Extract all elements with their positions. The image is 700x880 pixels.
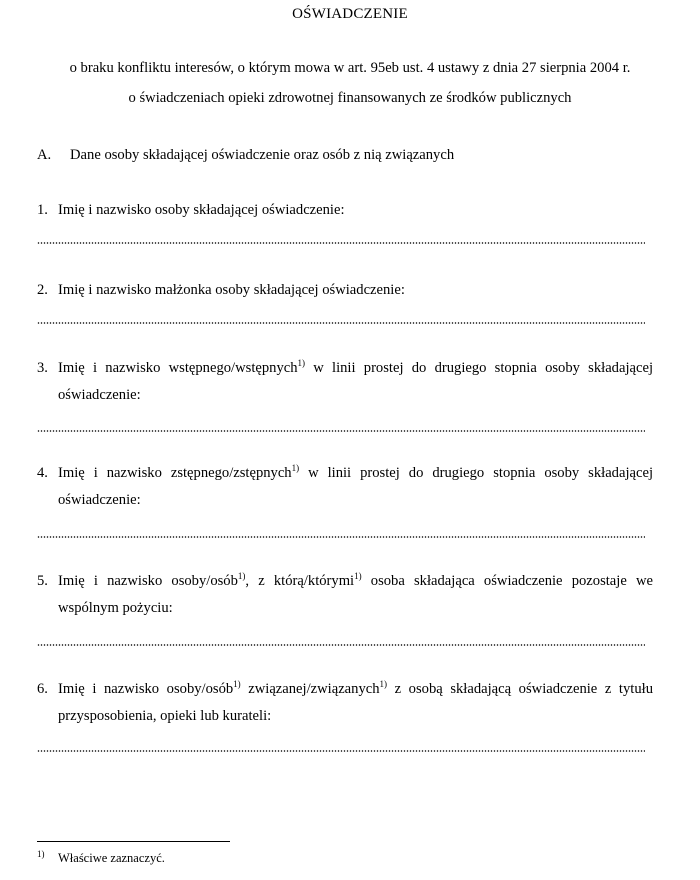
document-subtitle-line1: o braku konfliktu interesów, o którym mowa w art. 95eb ust. 4 ustawy z dnia 27 sierpnia 2004 r. (69, 60, 631, 76)
footnote-ref: 1) (291, 463, 300, 474)
question-number: 5. (37, 573, 48, 589)
footnote-ref: 1) (297, 358, 306, 369)
footnote-ref: 1) (233, 679, 241, 690)
question-number: 4. (37, 465, 48, 481)
question-text: Imię i nazwisko zstępnego/zstępnych$^{1)}$ w linii prostej do drugiego stopnia osoby składającej oświadczenie: (58, 463, 654, 508)
question-text: Imię i nazwisko osoby składającej oświadczenie: (58, 202, 345, 218)
footnote-ref: 1) (354, 571, 362, 582)
question-4 (37, 460, 653, 514)
answer-line-1[interactable] (37, 242, 645, 244)
question-text: Imię i nazwisko osoby/osób$^{1)}$, z którą/którymi$^{1)}$ osoba składająca oświadczenie pozostaje we wspólnym pożyciu: (58, 571, 653, 616)
question-1 (37, 197, 653, 224)
footnote-mark: 1) (37, 849, 45, 859)
document-title: OŚWIADCZENIE (292, 6, 408, 22)
answer-line-6[interactable] (37, 750, 645, 752)
section-heading-text: Dane osoby składającej oświadczenie oraz osób z nią związanych (70, 147, 455, 163)
question-number: 1. (37, 202, 48, 218)
question-text: Imię i nazwisko małżonka osoby składającej oświadczenie: (58, 282, 405, 298)
answer-line-2[interactable] (37, 322, 645, 324)
answer-line-5[interactable] (37, 644, 645, 646)
question-2 (37, 277, 653, 304)
section-letter: A. (37, 147, 52, 163)
answer-line-3[interactable] (37, 430, 645, 432)
question-text: Imię i nazwisko osoby/osób$^{1)}$ związanej/związanych$^{1)}$ z osobą składającą oświadczenie z tytułu przysposobienia, opieki lub kurateli: (58, 679, 653, 724)
question-number: 2. (37, 282, 48, 298)
section-a-heading (37, 147, 454, 164)
footnote-text: Właściwe zaznaczyć. (58, 851, 165, 866)
question-number: 3. (37, 360, 48, 376)
footnote-separator (37, 841, 230, 842)
footnote-ref: 1) (237, 571, 246, 582)
question-text: Imię i nazwisko wstępnego/wstępnych$^{1)}$ w linii prostej do drugiego stopnia osoby składającej oświadczenie: (58, 358, 653, 403)
footnote-ref: 1) (379, 679, 388, 690)
footnote (37, 849, 165, 866)
question-6 (37, 676, 653, 730)
question-number: 6. (37, 681, 48, 697)
question-3 (37, 355, 653, 409)
answer-line-4[interactable] (37, 536, 645, 538)
question-5 (37, 568, 653, 622)
document-subtitle-line2: o świadczeniach opieki zdrowotnej finansowanych ze środków publicznych (128, 90, 572, 106)
